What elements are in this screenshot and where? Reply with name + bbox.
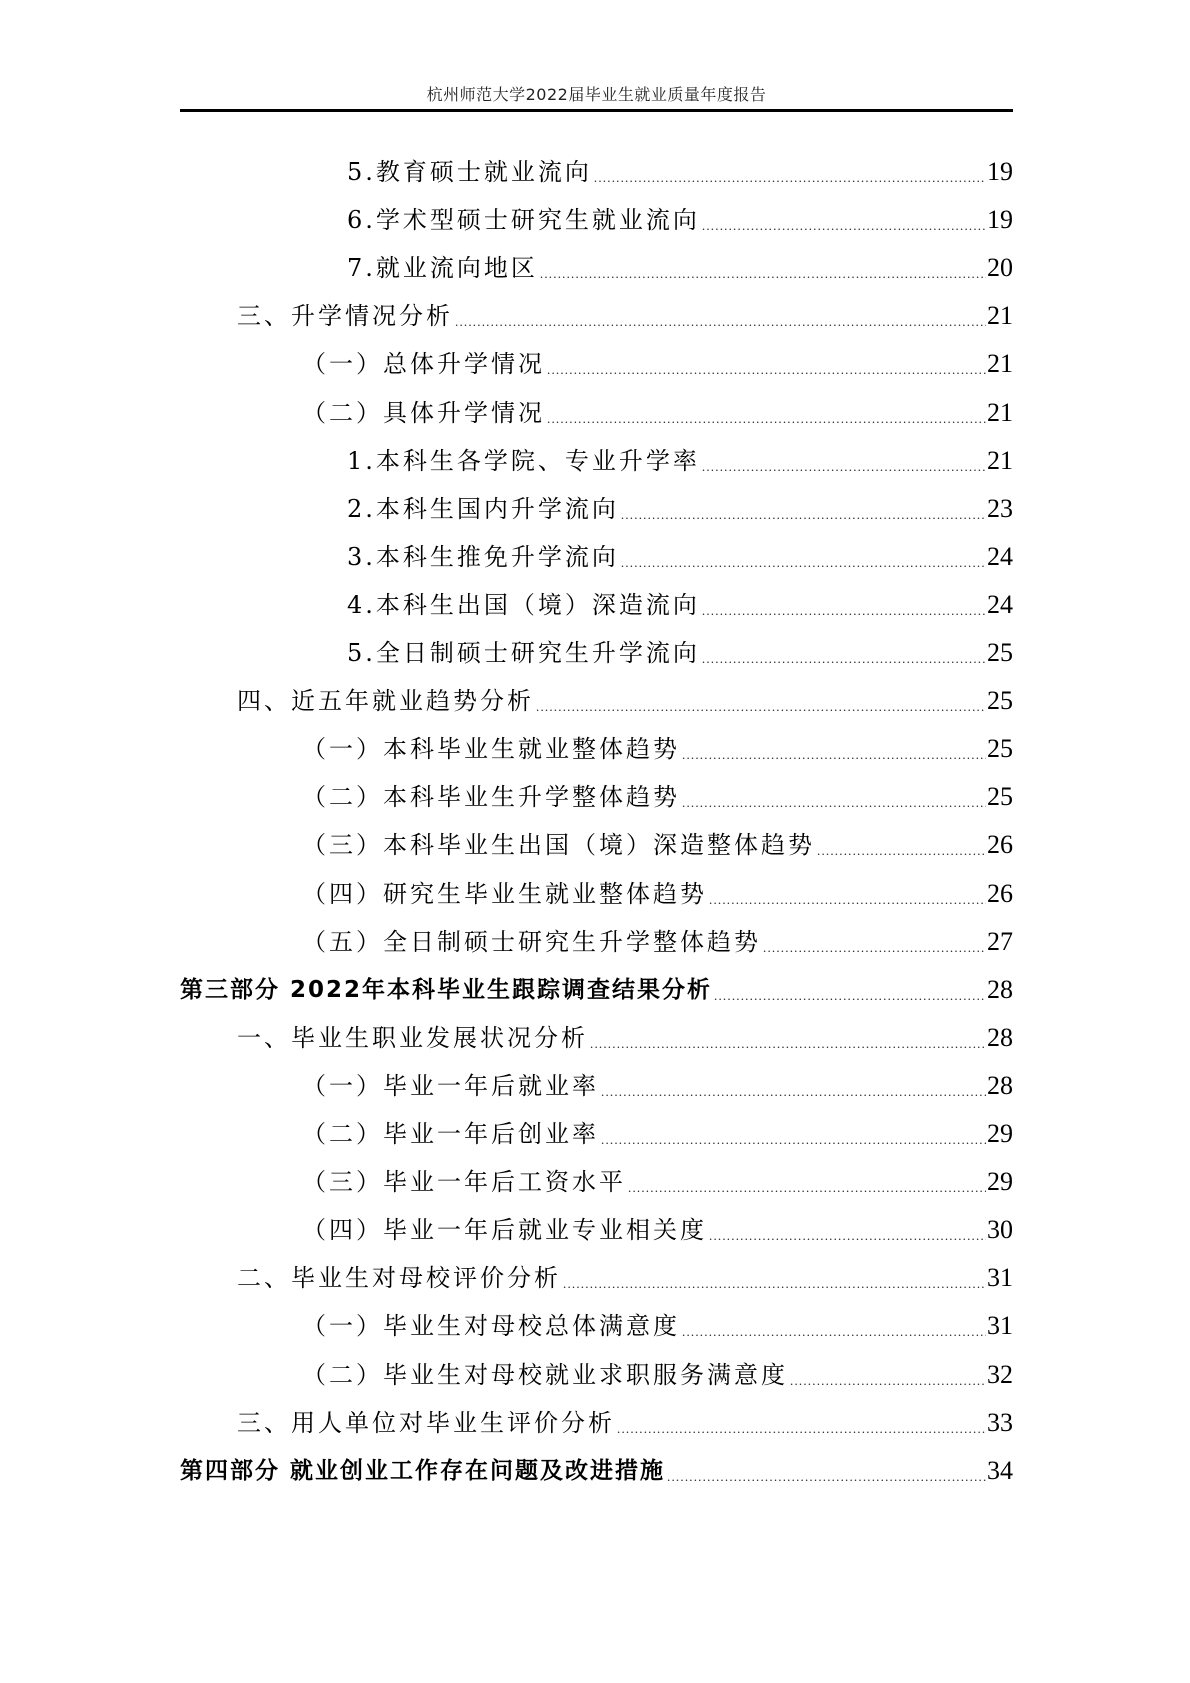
toc-entry-title: 5.教育硕士就业流向: [347, 158, 592, 186]
dot-leader: [601, 1069, 986, 1103]
toc-page-number: 20: [987, 253, 1013, 283]
dot-leader: [594, 155, 986, 189]
toc-entry-title: 三、用人单位对毕业生评价分析: [237, 1408, 615, 1437]
dot-leader: [601, 1117, 986, 1151]
toc-page-number: 33: [987, 1407, 1013, 1437]
dot-leader: [817, 828, 986, 862]
toc-entry-title: （四）研究生毕业生就业整体趋势: [302, 879, 707, 908]
toc-entry-title: （二）本科毕业生升学整体趋势: [302, 783, 680, 812]
toc-entry[interactable]: [347, 540, 1013, 574]
toc-entry[interactable]: [237, 299, 1013, 333]
dot-leader: [682, 1309, 986, 1343]
toc-entry[interactable]: [347, 203, 1013, 237]
toc-page-number: 23: [987, 493, 1013, 523]
toc-entry-title: （三）本科毕业生出国（境）深造整体趋势: [302, 831, 815, 860]
toc-entry-title: 1.本科生各学院、专业升学率: [347, 446, 700, 475]
toc-entry[interactable]: [302, 780, 1013, 814]
toc-page-number: 28: [987, 1022, 1013, 1052]
toc-entry[interactable]: [302, 925, 1013, 959]
toc-page-number: 24: [987, 589, 1013, 619]
toc-entry[interactable]: [237, 1406, 1013, 1440]
dot-leader: [547, 347, 986, 381]
toc-entry-title: 第三部分 2022年本科毕业生跟踪调查结果分析: [180, 976, 713, 1003]
toc-entry[interactable]: [302, 1309, 1013, 1343]
dot-leader: [702, 203, 986, 237]
toc-entry-title: （一）总体升学情况: [302, 350, 545, 379]
dot-leader: [682, 732, 986, 766]
toc-page-number: 25: [987, 734, 1013, 764]
dot-leader: [621, 540, 986, 574]
toc-entry[interactable]: [302, 732, 1013, 766]
toc-entry[interactable]: [347, 636, 1013, 670]
toc-page-number: 26: [987, 830, 1013, 860]
dot-leader: [709, 877, 986, 911]
toc-entry-title: （二）毕业生对母校就业求职服务满意度: [302, 1360, 788, 1389]
toc-entry[interactable]: [302, 1069, 1013, 1103]
toc-page-number: 24: [987, 541, 1013, 571]
toc-entry[interactable]: [302, 1213, 1013, 1247]
toc-page-number: 25: [987, 686, 1013, 716]
toc-entry-title: 6.学术型硕士研究生就业流向: [347, 206, 700, 235]
toc-page-number: 29: [987, 1167, 1013, 1197]
toc-entry[interactable]: [180, 973, 1013, 1007]
toc-entry-title: 4.本科生出国（境）深造流向: [347, 590, 700, 619]
dot-leader: [790, 1358, 986, 1392]
toc-entry[interactable]: [302, 1358, 1013, 1392]
toc-page-number: 19: [987, 157, 1013, 186]
toc-page-number: 28: [987, 1070, 1013, 1100]
dot-leader: [540, 251, 986, 285]
dot-leader: [763, 925, 986, 959]
toc-entry-title: 3.本科生推免升学流向: [347, 542, 619, 571]
toc-entry-title: 2.本科生国内升学流向: [347, 494, 619, 523]
toc-page-number: 21: [987, 445, 1013, 475]
toc-entry[interactable]: [302, 347, 1013, 381]
toc-page-number: 21: [987, 397, 1013, 427]
dot-leader: [702, 444, 986, 478]
toc-page-number: 29: [987, 1119, 1013, 1148]
toc-page-number: 26: [987, 878, 1013, 908]
document-title: 杭州师范大学2022届毕业生就业质量年度报告: [426, 85, 767, 104]
toc-entry[interactable]: [302, 1117, 1013, 1151]
toc-entry[interactable]: [237, 1021, 1013, 1055]
dot-leader: [709, 1213, 986, 1247]
toc-entry-title: 第四部分 就业创业工作存在问题及改进措施: [180, 1457, 666, 1484]
dot-leader: [667, 1454, 986, 1488]
toc-entry[interactable]: [180, 1454, 1013, 1488]
toc-page-number: 21: [987, 301, 1013, 331]
toc-entry-title: 一、毕业生职业发展状况分析: [237, 1023, 588, 1052]
toc-entry[interactable]: [302, 877, 1013, 911]
toc-entry-title: 四、近五年就业趋势分析: [237, 687, 534, 716]
dot-leader: [617, 1406, 986, 1440]
toc-page-number: 19: [987, 205, 1013, 235]
toc-entry[interactable]: [347, 251, 1013, 285]
toc-entry-title: （二）毕业一年后创业率: [302, 1120, 599, 1148]
toc-page-number: 34: [987, 1455, 1013, 1485]
toc-entry[interactable]: [302, 828, 1013, 862]
header-divider: [180, 109, 1013, 112]
page-header: [180, 80, 1013, 112]
toc-page-number: 21: [987, 349, 1013, 379]
dot-leader: [590, 1021, 986, 1055]
dot-leader: [714, 973, 986, 1007]
toc-page-number: 31: [987, 1311, 1013, 1341]
toc-entry[interactable]: [347, 155, 1013, 189]
toc-entry-title: （四）毕业一年后就业专业相关度: [302, 1216, 707, 1245]
dot-leader: [536, 684, 986, 718]
dot-leader: [547, 396, 986, 430]
toc-entry-title: 5.全日制硕士研究生升学流向: [347, 639, 700, 667]
toc-entry[interactable]: [302, 396, 1013, 430]
toc-entry-title: （三）毕业一年后工资水平: [302, 1168, 626, 1197]
toc-entry[interactable]: [347, 444, 1013, 478]
dot-leader: [455, 299, 986, 333]
toc-page-number: 31: [987, 1263, 1013, 1293]
dot-leader: [682, 780, 986, 814]
toc-entry-title: 三、升学情况分析: [237, 302, 453, 331]
dot-leader: [563, 1261, 986, 1295]
toc-entry-title: （五）全日制硕士研究生升学整体趋势: [302, 927, 761, 956]
dot-leader: [702, 636, 986, 670]
toc-page-number: 28: [987, 974, 1013, 1004]
toc-page-number: 30: [987, 1215, 1013, 1245]
toc-entry[interactable]: [237, 684, 1013, 718]
toc-entry-title: （一）毕业生对母校总体满意度: [302, 1312, 680, 1341]
toc-page-number: 27: [987, 926, 1013, 956]
toc-entry-title: 二、毕业生对母校评价分析: [237, 1264, 561, 1293]
dot-leader: [621, 492, 986, 526]
toc-entry-title: 7.就业流向地区: [347, 254, 538, 283]
toc-entry-title: （二）具体升学情况: [302, 398, 545, 427]
toc-entry[interactable]: [347, 588, 1013, 622]
dot-leader: [702, 588, 986, 622]
toc-entry[interactable]: [302, 1165, 1013, 1199]
toc-page-number: 25: [987, 638, 1013, 667]
dot-leader: [628, 1165, 986, 1199]
toc-entry[interactable]: [347, 492, 1013, 526]
toc-page-number: 32: [987, 1359, 1013, 1389]
toc-page-number: 25: [987, 782, 1013, 812]
toc-entry[interactable]: [237, 1261, 1013, 1295]
toc-entry-title: （一）毕业一年后就业率: [302, 1071, 599, 1100]
toc-entry-title: （一）本科毕业生就业整体趋势: [302, 735, 680, 764]
